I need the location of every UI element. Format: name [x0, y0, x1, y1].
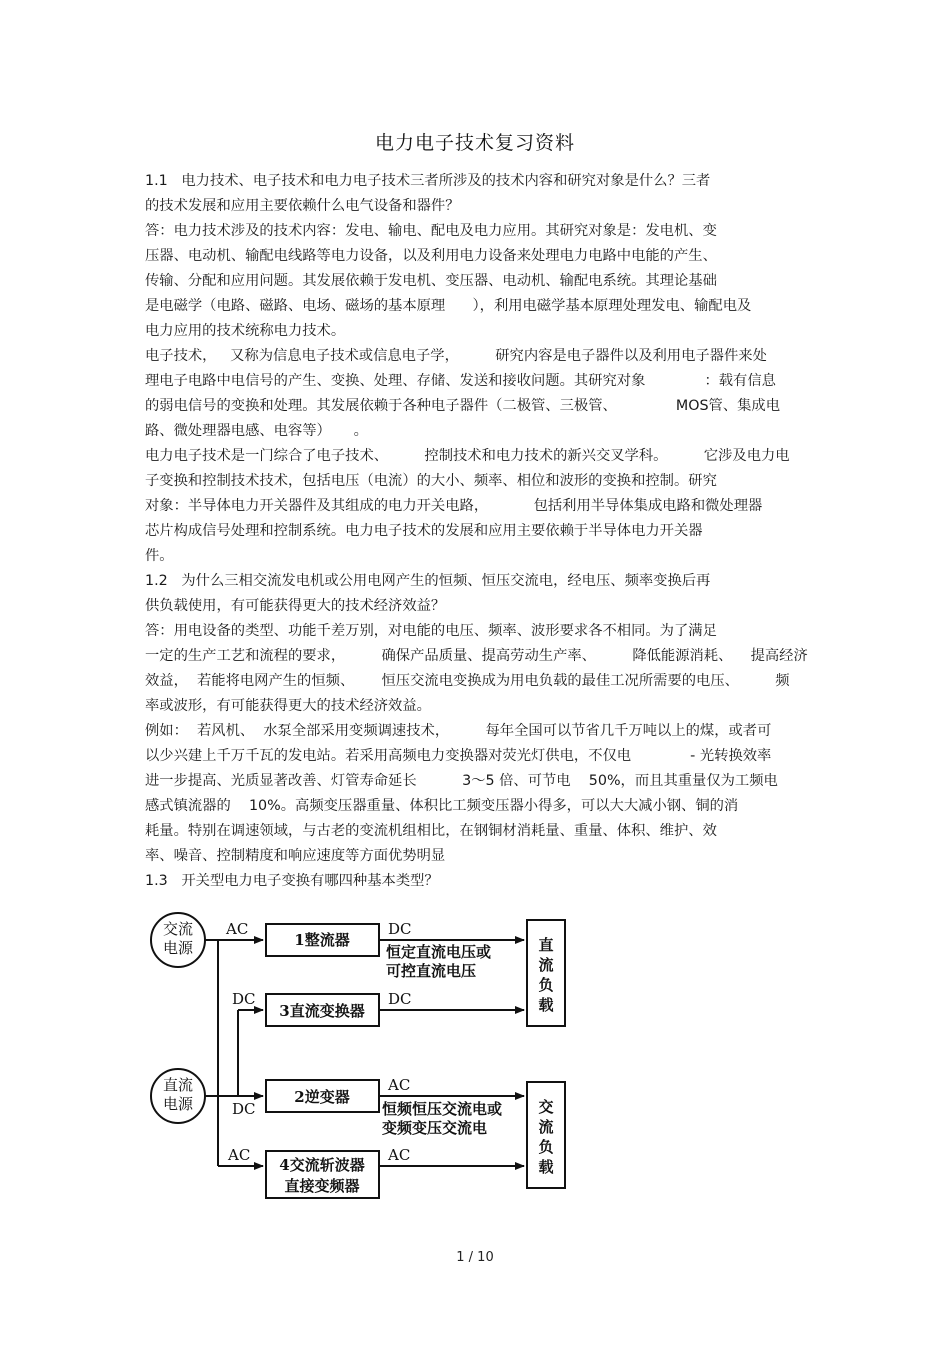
text-line: 的弱电信号的变换和处理。其发展依赖于各种电子器件（二极管、三极管、 MOS管、集成电	[145, 398, 781, 414]
ac-label: AC	[226, 920, 249, 938]
dc-load-label: 直	[538, 936, 554, 954]
text-line: 率、噪音、控制精度和响应速度等方面优势明显	[145, 848, 446, 864]
ac-load-label: 载	[538, 1158, 554, 1176]
ac-label: AC	[228, 1146, 251, 1164]
dc-load-label: 负	[538, 976, 554, 994]
dc-source-label: 直流	[162, 1076, 194, 1094]
dc-load-label: 载	[538, 996, 554, 1014]
text-line: 感式镇流器的 10%。高频变压器重量、体积比工频变压器小得多，可以大大减小钢、铜的消	[145, 798, 739, 814]
text-line: 的技术发展和应用主要依赖什么电气设备和器件？	[145, 198, 460, 214]
ac-chopper-label: 直接变频器	[284, 1177, 360, 1195]
dc-label: DC	[388, 920, 412, 938]
ac-load-label: 交	[538, 1098, 554, 1116]
ac-label: AC	[388, 1146, 411, 1164]
ac-chopper-label: 4交流斩波器	[279, 1156, 365, 1174]
ac-load-label: 流	[538, 1118, 554, 1136]
rectifier-label: 1整流器	[294, 931, 350, 949]
dc-label: DC	[388, 990, 412, 1008]
text-line: 耗量。特别在调速领域，与古老的变流机组相比，在钢铜材消耗量、重量、体积、维护、效	[145, 823, 717, 839]
text-line: 供负载使用，有可能获得更大的技术经济效益？	[145, 598, 446, 614]
ac-output-desc: 恒频恒压交流电或	[382, 1100, 503, 1118]
ac-load-label: 负	[538, 1138, 554, 1156]
text-line: 一定的生产工艺和流程的要求， 确保产品质量、提高劳动生产率、 降低能源消耗、 提高经济	[145, 648, 808, 664]
page-title: 电力电子技术复习资料	[374, 132, 575, 154]
text-line: 传输、分配和应用问题。其发展依赖于发电机、变压器、电动机、输配电系统。其理论基础	[145, 273, 717, 289]
text-line: 对象：半导体电力开关器件及其组成的电力开关电路， 包括利用半导体集成电路和微处理器	[145, 498, 763, 514]
text-line: 件。	[145, 548, 174, 564]
ac-output-desc: 变频变压交流电	[382, 1119, 488, 1137]
text-line: 1.1 电力技术、电子技术和电力电子技术三者所涉及的技术内容和研究对象是什么？三者	[145, 173, 711, 189]
text-line: 答：用电设备的类型、功能千差万别，对电能的电压、频率、波形要求各不相同。为了满足	[145, 623, 717, 639]
text-line: 芯片构成信号处理和控制系统。电力电子技术的发展和应用主要依赖于半导体电力开关器	[145, 523, 703, 539]
ac-label: AC	[388, 1076, 411, 1094]
text-line: 1.3 开关型电力电子变换有哪四种基本类型？	[145, 873, 439, 889]
text-line: 例如： 若风机、 水泵全部采用变频调速技术， 每年全国可以节省几千万吨以上的煤，或者可	[145, 723, 772, 739]
dc-output-desc: 恒定直流电压或	[386, 943, 492, 961]
dc-converter-label: 3直流变换器	[279, 1002, 365, 1020]
ac-source-label: 交流	[162, 920, 194, 938]
text-line: 电力应用的技术统称电力技术。	[145, 323, 346, 339]
text-line: 率或波形，有可能获得更大的技术经济效益。	[145, 698, 431, 714]
dc-label: DC	[232, 1100, 256, 1118]
text-line: 1.2 为什么三相交流发电机或公用电网产生的恒频、恒压交流电，经电压、频率变换后再	[145, 573, 711, 589]
text-line: 理电子电路中电信号的产生、变换、处理、存储、发送和接收问题。其研究对象 ：载有信息	[145, 373, 776, 389]
dc-source-label: 电源	[162, 1095, 194, 1113]
text-line: 进一步提高、光质显著改善、灯管寿命延长 3～5 倍、可节电 50%，而且其重量仅为工频电	[145, 773, 778, 789]
text-line: 以少兴建上千万千瓦的发电站。若采用高频电力变换器对荧光灯供电，不仅电 - 光转换效率	[145, 748, 772, 764]
dc-load-label: 流	[538, 956, 554, 974]
ac-source-label: 电源	[162, 939, 194, 957]
text-line: 效益， 若能将电网产生的恒频、 恒压交流电变换成为用电负载的最佳工况所需要的电压、 频	[145, 673, 790, 689]
text-line: 电子技术， 又称为信息电子技术或信息电子学， 研究内容是电子器件以及利用电子器件来处	[145, 348, 767, 364]
dc-label: DC	[232, 990, 256, 1008]
text-line: 电力电子技术是一门综合了电子技术、 控制技术和电力技术的新兴交叉学科。 它涉及电力电	[145, 448, 790, 464]
text-line: 答：电力技术涉及的技术内容：发电、输电、配电及电力应用。其研究对象是：发电机、变	[145, 223, 717, 239]
text-line: 子变换和控制技术技术，包括电压（电流）的大小、频率、相位和波形的变换和控制。研究	[145, 473, 717, 489]
text-line: 压器、电动机、输配电线路等电力设备，以及利用电力设备来处理电力电路中电能的产生、	[145, 248, 717, 264]
dc-output-desc: 可控直流电压	[386, 962, 477, 980]
text-line: 路、微处理器电感、电容等） 。	[145, 423, 368, 439]
inverter-label: 2逆变器	[294, 1088, 350, 1106]
text-line: 是电磁学（电路、磁路、电场、磁场的基本原理 ），利用电磁学基本原理处理发电、输配电及	[145, 298, 752, 314]
page-number: 1 / 10	[456, 1250, 494, 1265]
